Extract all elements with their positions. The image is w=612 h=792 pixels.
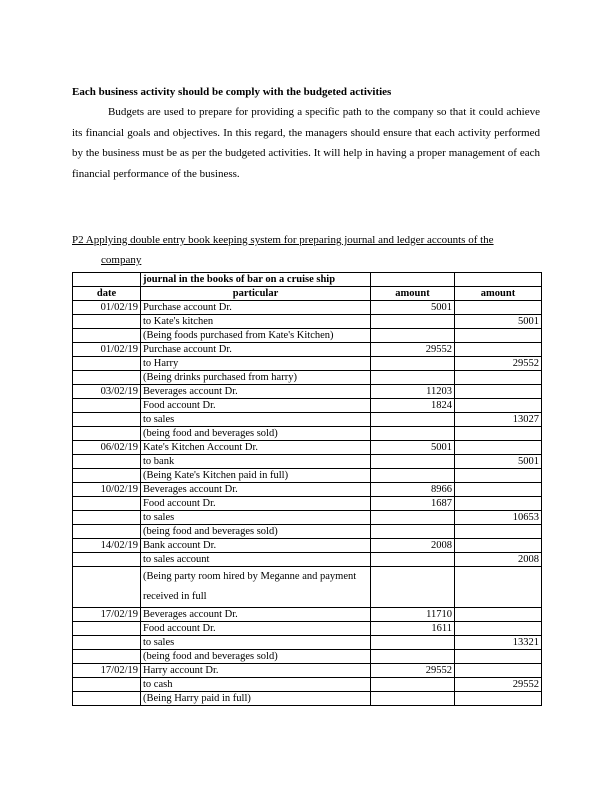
row-debit (371, 692, 455, 706)
table-row (73, 497, 542, 511)
table-row (73, 650, 542, 664)
row-date (73, 413, 141, 427)
row-credit: 10653 (455, 511, 542, 525)
row-credit (455, 343, 542, 357)
row-date (73, 315, 141, 329)
row-credit (455, 525, 542, 539)
row-date (73, 622, 141, 636)
table-row (73, 441, 542, 455)
row-particular: (Being Harry paid in full) (141, 692, 371, 706)
row-date (73, 329, 141, 343)
row-date: 01/02/19 (73, 343, 141, 357)
table-row (73, 399, 542, 413)
row-particular: Food account Dr. (141, 497, 371, 511)
row-particular: (being food and beverages sold) (141, 650, 371, 664)
table-row (73, 539, 542, 553)
row-debit (371, 427, 455, 441)
row-debit: 29552 (371, 664, 455, 678)
row-credit (455, 469, 542, 483)
row-date (73, 469, 141, 483)
row-debit: 1611 (371, 622, 455, 636)
row-debit: 1824 (371, 399, 455, 413)
table-row (73, 636, 542, 650)
table-row (73, 413, 542, 427)
row-debit: 29552 (371, 343, 455, 357)
table-title: journal in the books of bar on a cruise ship (141, 273, 371, 287)
row-particular: to sales (141, 413, 371, 427)
row-debit: 5001 (371, 301, 455, 315)
table-header-row (73, 287, 542, 301)
row-date: 17/02/19 (73, 664, 141, 678)
header-credit-amount: amount (455, 287, 542, 301)
row-credit (455, 608, 542, 622)
row-credit: 29552 (455, 678, 542, 692)
table-row (73, 664, 542, 678)
row-particular: to Kate's kitchen (141, 315, 371, 329)
row-debit (371, 678, 455, 692)
row-credit (455, 664, 542, 678)
header-debit-amount: amount (371, 287, 455, 301)
row-credit: 13321 (455, 636, 542, 650)
row-credit (455, 483, 542, 497)
row-particular: Food account Dr. (141, 622, 371, 636)
row-date: 10/02/19 (73, 483, 141, 497)
row-credit (455, 622, 542, 636)
row-credit: 2008 (455, 553, 542, 567)
row-date (73, 427, 141, 441)
row-debit (371, 525, 455, 539)
p2-section-title (72, 230, 540, 270)
table-row (73, 525, 542, 539)
table-row (73, 553, 542, 567)
row-debit (371, 511, 455, 525)
row-particular: to Harry (141, 357, 371, 371)
row-date: 03/02/19 (73, 385, 141, 399)
table-row (73, 357, 542, 371)
table-row (73, 622, 542, 636)
row-particular: Harry account Dr. (141, 664, 371, 678)
row-particular: to sales account (141, 553, 371, 567)
row-credit (455, 650, 542, 664)
row-date (73, 553, 141, 567)
table-row (73, 455, 542, 469)
journal-table (72, 272, 542, 706)
table-row (73, 301, 542, 315)
row-date (73, 371, 141, 385)
row-particular: (Being foods purchased from Kate's Kitchen) (141, 329, 371, 343)
row-date (73, 455, 141, 469)
table-row (73, 567, 542, 608)
row-credit: 13027 (455, 413, 542, 427)
row-credit: 29552 (455, 357, 542, 371)
row-debit: 2008 (371, 539, 455, 553)
row-date (73, 511, 141, 525)
table-row (73, 315, 542, 329)
row-particular: Beverages account Dr. (141, 385, 371, 399)
row-date (73, 692, 141, 706)
row-debit (371, 329, 455, 343)
p2-title-line1: P2 Applying double entry book keeping system for preparing journal and ledger accounts of the (72, 234, 494, 246)
row-date (73, 567, 141, 608)
row-credit (455, 539, 542, 553)
row-date: 14/02/19 (73, 539, 141, 553)
row-debit (371, 567, 455, 608)
row-date (73, 525, 141, 539)
row-debit (371, 636, 455, 650)
table-row (73, 608, 542, 622)
row-date (73, 678, 141, 692)
row-credit (455, 427, 542, 441)
row-credit: 5001 (455, 455, 542, 469)
row-date (73, 650, 141, 664)
budget-section (72, 85, 540, 184)
row-debit: 11203 (371, 385, 455, 399)
row-particular: (Being drinks purchased from harry) (141, 371, 371, 385)
row-particular: Purchase account Dr. (141, 301, 371, 315)
row-particular: to sales (141, 636, 371, 650)
row-debit (371, 455, 455, 469)
row-date (73, 497, 141, 511)
table-title-row (73, 273, 542, 287)
row-credit (455, 567, 542, 608)
table-row (73, 329, 542, 343)
header-date: date (73, 287, 141, 301)
row-credit (455, 399, 542, 413)
row-credit: 5001 (455, 315, 542, 329)
row-particular: Beverages account Dr. (141, 483, 371, 497)
table-row (73, 343, 542, 357)
row-particular: to sales (141, 511, 371, 525)
section-heading: Each business activity should be comply with the budgeted activities (72, 86, 392, 98)
table-row (73, 371, 542, 385)
header-particular: particular (141, 287, 371, 301)
row-credit (455, 385, 542, 399)
table-row (73, 511, 542, 525)
row-particular: Kate's Kitchen Account Dr. (141, 441, 371, 455)
row-date: 17/02/19 (73, 608, 141, 622)
row-credit (455, 301, 542, 315)
row-debit: 5001 (371, 441, 455, 455)
row-credit (455, 329, 542, 343)
table-row (73, 385, 542, 399)
row-credit (455, 497, 542, 511)
row-particular: to cash (141, 678, 371, 692)
row-debit (371, 413, 455, 427)
row-particular: (being food and beverages sold) (141, 427, 371, 441)
budget-paragraph: Budgets are used to prepare for providing a specific path to the company so that it could achieve its financial goals and objectives. In this regard, the managers should ensure that each activity performed by the business must be as per the budgeted activities. It will help in having a proper management of each financial performance of the business. (72, 106, 540, 180)
row-debit (371, 371, 455, 385)
table-row (73, 469, 542, 483)
row-date: 06/02/19 (73, 441, 141, 455)
row-date (73, 636, 141, 650)
p2-title-line2: company (101, 254, 142, 266)
row-credit (455, 371, 542, 385)
row-debit (371, 315, 455, 329)
row-particular: Beverages account Dr. (141, 608, 371, 622)
row-credit (455, 441, 542, 455)
table-row (73, 678, 542, 692)
row-credit (455, 692, 542, 706)
row-debit: 1687 (371, 497, 455, 511)
row-date: 01/02/19 (73, 301, 141, 315)
row-particular: (Being party room hired by Meganne and payment received in full (141, 567, 371, 608)
row-particular: Purchase account Dr. (141, 343, 371, 357)
row-debit (371, 357, 455, 371)
row-date (73, 399, 141, 413)
row-particular: to bank (141, 455, 371, 469)
row-debit: 11710 (371, 608, 455, 622)
row-particular: (Being Kate's Kitchen paid in full) (141, 469, 371, 483)
row-debit (371, 469, 455, 483)
row-particular: Bank account Dr. (141, 539, 371, 553)
row-date (73, 357, 141, 371)
table-row (73, 692, 542, 706)
row-debit (371, 650, 455, 664)
table-row (73, 427, 542, 441)
row-debit (371, 553, 455, 567)
row-debit: 8966 (371, 483, 455, 497)
table-row (73, 483, 542, 497)
row-particular: (being food and beverages sold) (141, 525, 371, 539)
row-particular: Food account Dr. (141, 399, 371, 413)
